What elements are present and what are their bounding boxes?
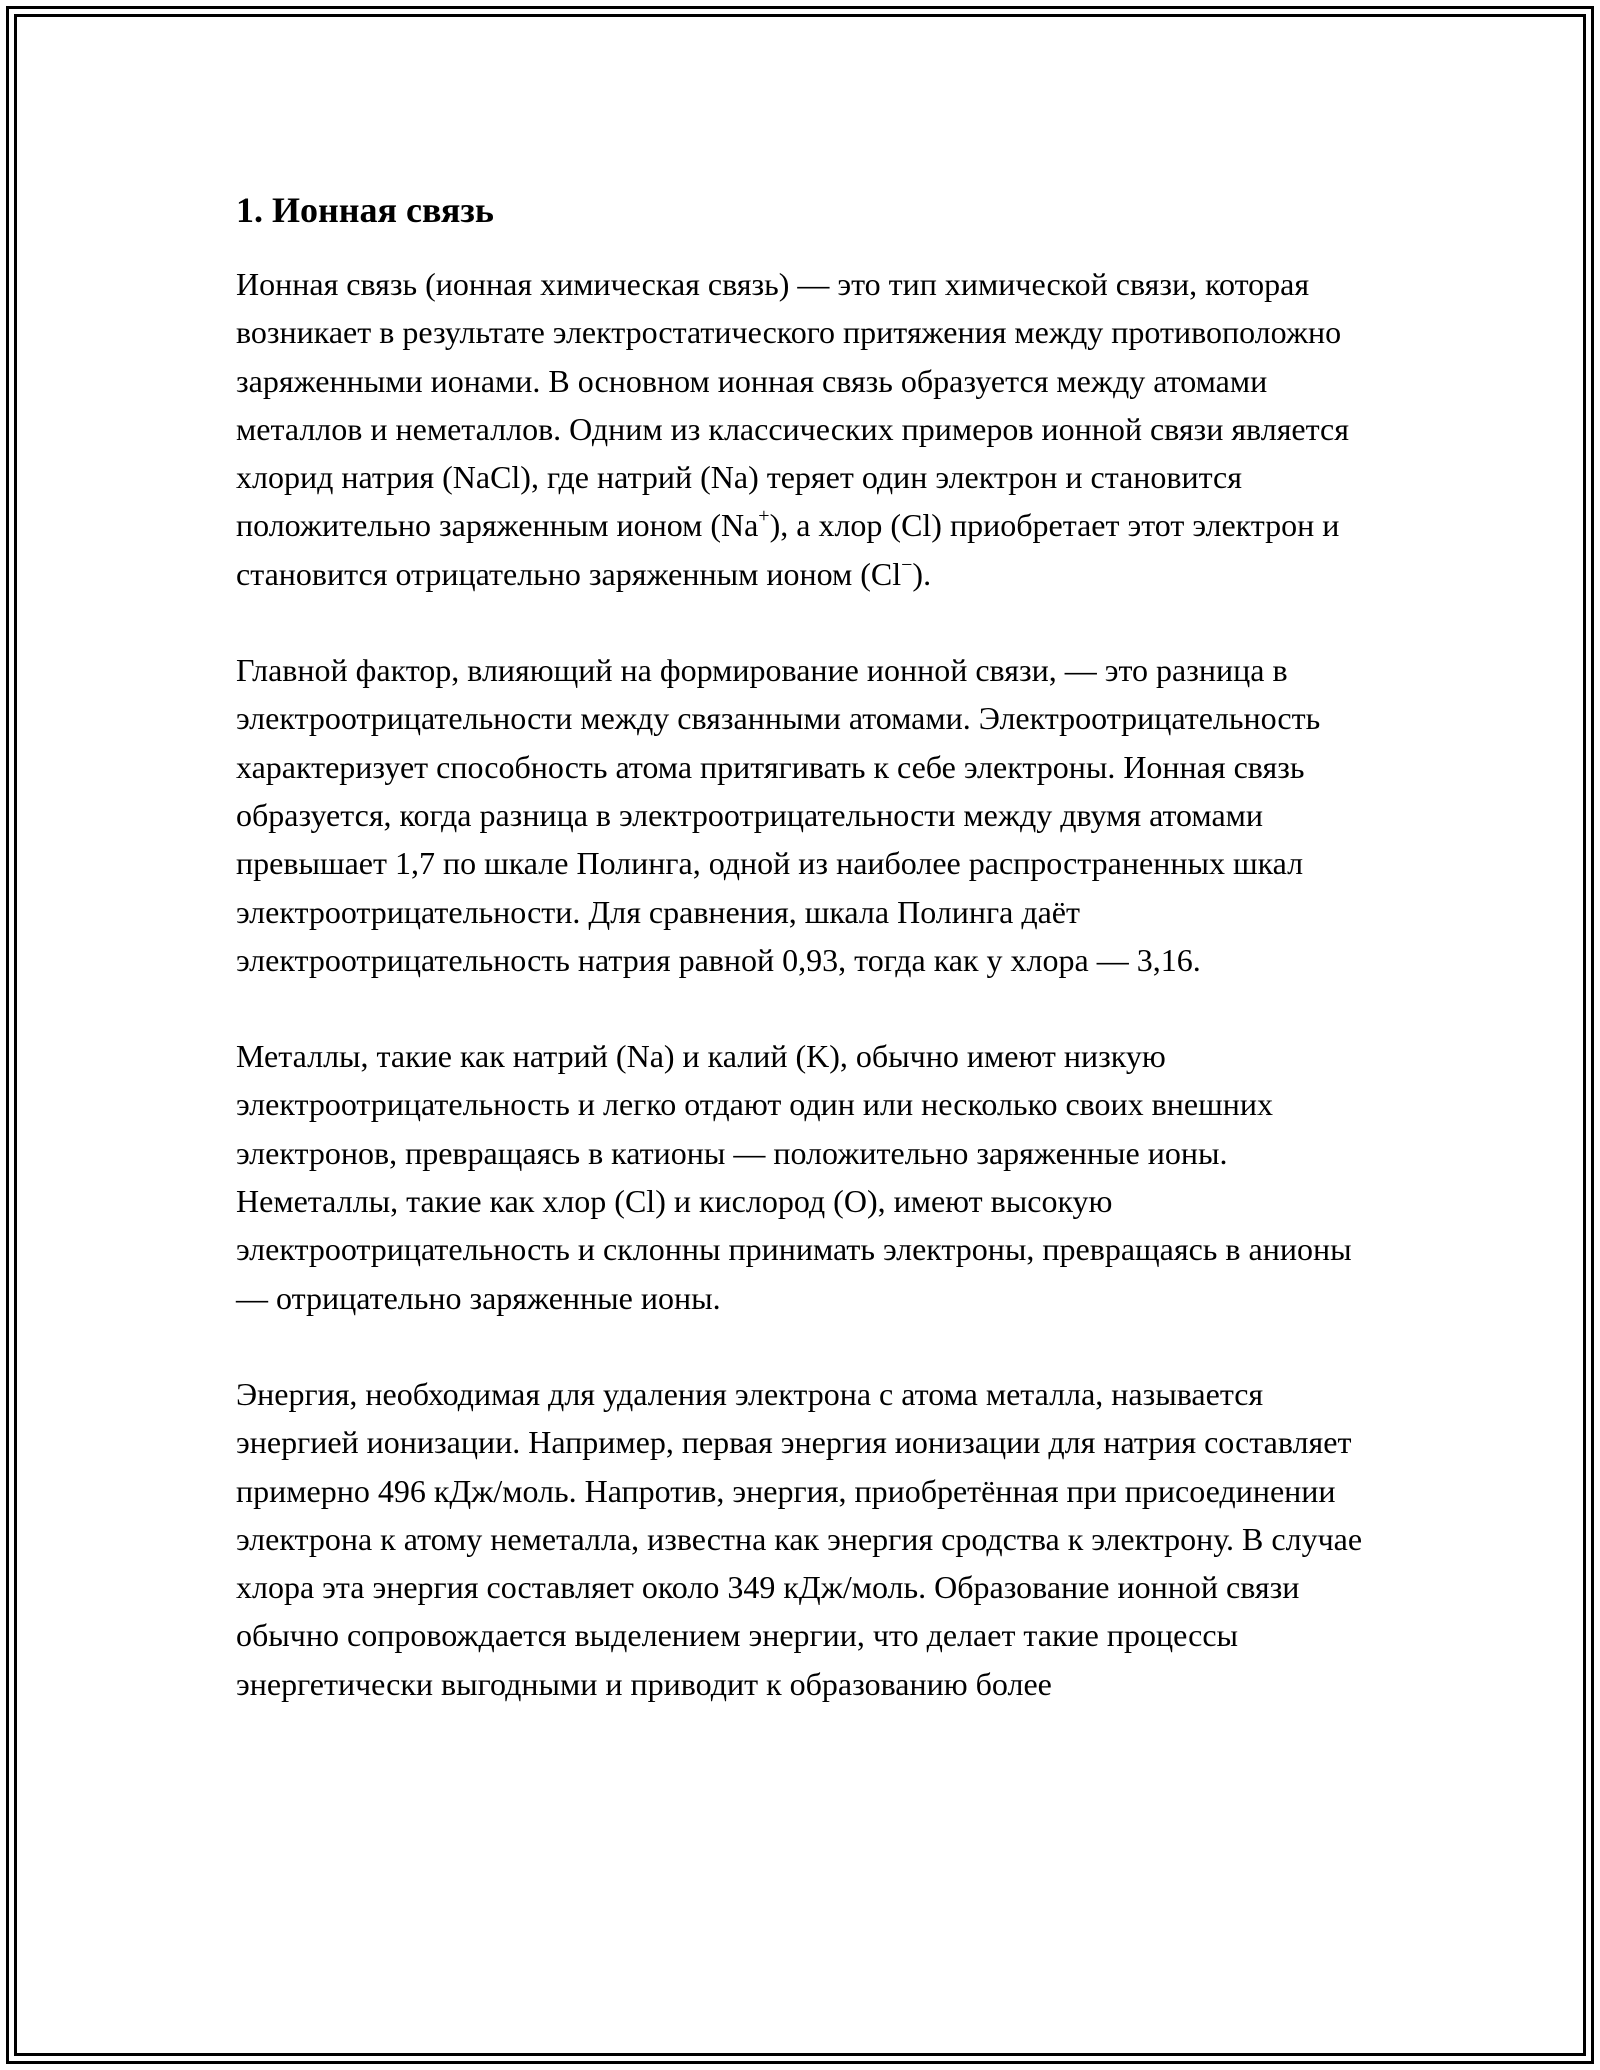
paragraph-ionic-bond-definition (236, 260, 1376, 598)
paragraph-electronegativity: Главной фактор, влияющий на формирование ионной связи, — это разница в электроотрицательности между связанными атомами. Электроотрицательность характеризует способность атома притягивать к себе электроны. Ионная связь образуется, когда разница в электроотрицательности между двумя атомами превышает 1,7 по шкале Полинга, одной из наиболее распространенных шкал электроотрицательности. Для сравнения, шкала Полинга даёт электроотрицательность натрия равной 0,93, тогда как у хлора — 3,16. (236, 652, 1321, 978)
paragraph-ionization-energy: Энергия, необходимая для удаления электрона с атома металла, называется энергией ионизации. Например, первая энергия ионизации для натрия составляет примерно 496 кДж/моль. Напротив, энергия, приобретённая при присоединении электрона к атому неметалла, известна как энергия сродства к электрону. В случае хлора эта энергия составляет около 349 кДж/моль. Образование ионной связи обычно сопровождается выделением энергии, что делает такие процессы энергетически выгодными и приводит к образованию более (236, 1375, 1363, 1702)
paragraph-text: Ионная связь (ионная химическая связь) — это тип химической связи, которая возникает в результате электростатического притяжения между противоположно заряженными ионами. В основном ионная связь образуется между атомами металлов и неметаллов. Одним из классических примеров ионной связи является хлорид натрия (NaCl), где натрий (Na) теряет один электрон и становится положительно заряженным ионом (Na (236, 266, 1349, 544)
paragraph-text: ), а хлор (Cl) приобретает этот электрон и становится отрицательно заряженным ионом (Cl (236, 507, 1340, 592)
superscript-minus: − (901, 553, 913, 576)
paragraph-metals-nonmetals: Металлы, такие как натрий (Na) и калий (K), обычно имеют низкую электроотрицательность и легко отдают один или несколько своих внешних электронов, превращаясь в катионы — положительно заряженные ионы. Неметаллы, такие как хлор (Cl) и кислород (O), имеют высокую электроотрицательность и склонны принимать электроны, превращаясь в анионы — отрицательно заряженные ионы. (236, 1038, 1352, 1316)
superscript-plus: + (758, 505, 770, 528)
section-heading: 1. Ионная связь (236, 190, 494, 230)
paragraph-text: ). (912, 555, 932, 592)
document-body (236, 186, 1376, 1756)
